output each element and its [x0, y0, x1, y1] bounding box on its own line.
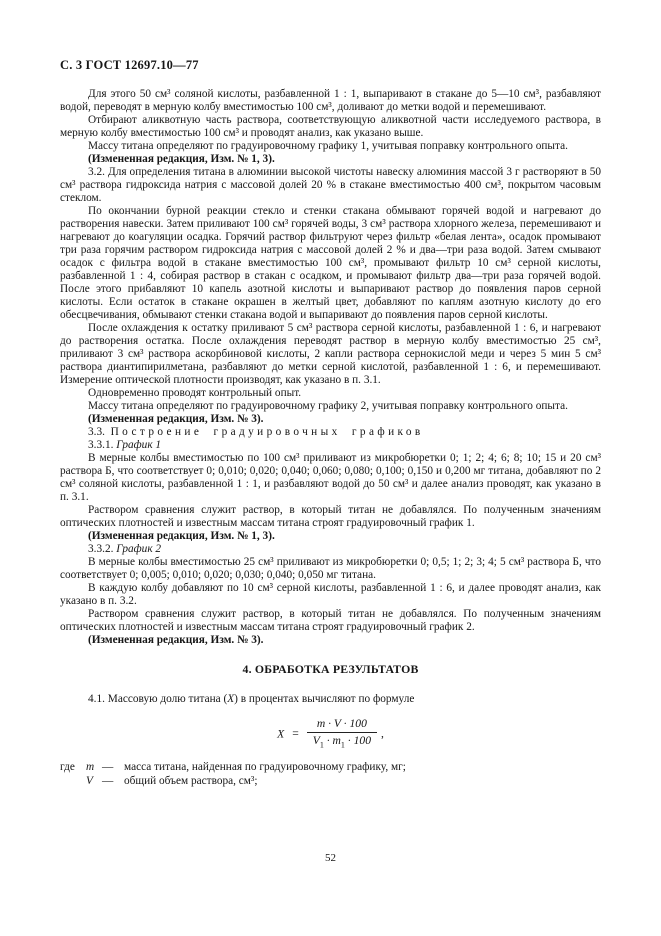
paragraph: Отбирают аликвотную часть раствора, соответствующую аликвотной части исследуемого раствора, в мерную колбу вместимостью 100 см³ и проводят анализ, как указано выше. [60, 114, 601, 139]
amendment-note: (Измененная редакция, Изм. № 3). [88, 634, 264, 646]
paragraph-text: 4.1. Массовую долю титана ( [88, 693, 228, 705]
paragraph: Одновременно проводят контрольный опыт. [88, 387, 302, 399]
heading-title: Построение градуировочных графиков [110, 426, 424, 438]
paragraph: Раствором сравнения служит раствор, в который титан не добавлялся. По полученным значениям оптических плотностей и известным массам титана строят градуировочный график 2. [60, 608, 601, 633]
formula-fraction [307, 717, 377, 752]
formula-variable: X [227, 693, 235, 705]
amendment-note: (Измененная редакция, Изм. № 1, 3). [88, 530, 275, 542]
denominator-var-v: V [312, 734, 320, 747]
dash: — [102, 774, 114, 787]
dash: — [102, 761, 114, 774]
denominator-constant: 100 [353, 734, 371, 747]
where-line [60, 775, 601, 789]
dot-operator: · [344, 734, 354, 747]
where-variable: V [86, 774, 93, 787]
paragraph: 3.2. Для определения титана в алюминии высокой чистоты навеску алюминия массой 3 г растворяют в 50 см³ раствора гидроксида натрия с массовой долей 20 % в стакане вместимостью 400 см³, покрытом часовым стеклом. [60, 166, 601, 204]
paragraph-text: ) в процентах вычисляют по формуле [234, 693, 415, 705]
heading-number: 3.3. [88, 426, 105, 438]
equals-sign: = [292, 727, 299, 741]
paragraph: По окончании бурной реакции стекло и стенки стакана обмывают горячей водой и нагревают до растворения навески. Затем приливают 100 см³ горячей воды, 3 см³ раствора хлорного железа, перемешивают и нагревают до коагуляции осадка. Горячий раствор фильтруют через фильтр «белая лента», осадок промывают три раза горячим раствором гидроксида натрия с массовой долей 2 % и два—три раза водой. Затем смывают осадок с фильтра водой в стакане вместимостью 100 см³, промывают фильтр 10 см³ серной кислоты, разбавленной 1 : 4, собирая раствор в стакан с осадком, и промывают фильтр два—три раза горячей водой. После этого прибавляют 10 капель азотной кислоты и выпаривают раствор до появления паров серной кислоты. Если остаток в стакане окрашен в желтый цвет, добавляют по каплям азотную кислоту до его обесцвечивания, обмывают стенки стакана водой и выпаривают до появления паров серной кислоты. [60, 205, 601, 321]
paragraph: Массу титана определяют по градуировочному графику 1, учитывая поправку контрольного опыта. [88, 140, 568, 152]
subsection-heading-3-3-1 [60, 439, 601, 452]
denominator-var-m: m [332, 734, 341, 747]
where-intro-spacer [60, 775, 86, 789]
subscript: 1 [319, 740, 324, 750]
page-number: 52 [325, 852, 336, 864]
page-header: С. 3 ГОСТ 12697.10—77 [60, 58, 199, 72]
where-definition: масса титана, найденная по градуировочному графику, мг; [124, 761, 406, 774]
formula-comma: , [381, 727, 384, 741]
amendment-note: (Измененная редакция, Изм. № 1, 3). [88, 153, 275, 165]
where-intro: где [60, 761, 75, 774]
paragraph: Раствором сравнения служит раствор, в который титан не добавлялся. По полученным значениям оптических плотностей и известным массам титана строят градуировочный график 1. [60, 504, 601, 529]
where-line [60, 761, 601, 775]
heading-title: График 2 [116, 543, 162, 555]
paragraph: В каждую колбу добавляют по 10 см³ серной кислоты, разбавленной 1 : 6, и далее проводят анализ, как указано в п. 3.2. [60, 582, 601, 607]
subsection-heading-3-3-2 [60, 543, 601, 556]
where-definition: общий объем раствора, см³; [124, 774, 258, 787]
where-variable: m [86, 761, 95, 774]
paragraph-4-1 [60, 693, 601, 706]
fraction-denominator [307, 733, 377, 752]
where-clause [60, 761, 601, 788]
paragraph: В мерные колбы вместимостью по 100 см³ приливают из микробюретки 0; 1; 2; 4; 6; 8; 10; 15 и 20 см³ раствора Б, что соответствует 0; 0,010; 0,020; 0,040; 0,060; 0,080; 0,100; 0,150 и 0,200 мг титана, добавляют по 2 см³ соляной кислоты, разбавленной 1 : 1, и разбавляют водой до 50 см³ и далее анализ проводят, как указано в п. 3.1. [60, 452, 601, 503]
formula-lhs: X [277, 727, 285, 741]
paragraph: Массу титана определяют по градуировочному графику 2, учитывая поправку контрольного опыта. [88, 400, 568, 412]
paragraph: В мерные колбы вместимостью 25 см³ приливают из микробюретки 0; 0,5; 1; 2; 3; 4; 5 см³ раствора Б, что соответствует 0; 0,005; 0,010; 0,020; 0,030; 0,040; 0,050 мг титана. [60, 556, 601, 581]
fraction-numerator: m · V · 100 [307, 717, 377, 733]
subscript: 1 [340, 740, 345, 750]
paragraph: Для этого 50 см³ соляной кислоты, разбавленной 1 : 1, выпаривают в стакане до 5—10 см³, разбавляют водой, переводят в мерную колбу вместимостью 100 см³, доливают до метки водой и перемешивают. [60, 88, 601, 113]
heading-title: График 1 [116, 439, 162, 451]
dot-operator: · [323, 734, 333, 747]
section-heading-4: 4. ОБРАБОТКА РЕЗУЛЬТАТОВ [242, 662, 419, 676]
subsection-heading-3-3 [60, 426, 601, 439]
amendment-note: (Измененная редакция, Изм. № 3). [88, 413, 264, 425]
formula [60, 717, 601, 752]
paragraph: После охлаждения к остатку приливают 5 см³ раствора серной кислоты, разбавленной 1 : 6, и нагревают до растворения остатка. После охлаждения переводят раствор в мерную колбу вместимостью 25 см³, приливают 3 см³ раствора аскорбиновой кислоты, 2 капли раствора сернокислой меди и через 5 мин 5 см³ раствора диантипирилметана, разбавляют до метки серной кислотой, разбавленной 1 : 6, и перемешивают. Измерение оптической плотности производят, как указано в п. 3.1. [60, 322, 601, 386]
heading-number: 3.3.1. [88, 439, 114, 451]
heading-number: 3.3.2. [88, 543, 114, 555]
